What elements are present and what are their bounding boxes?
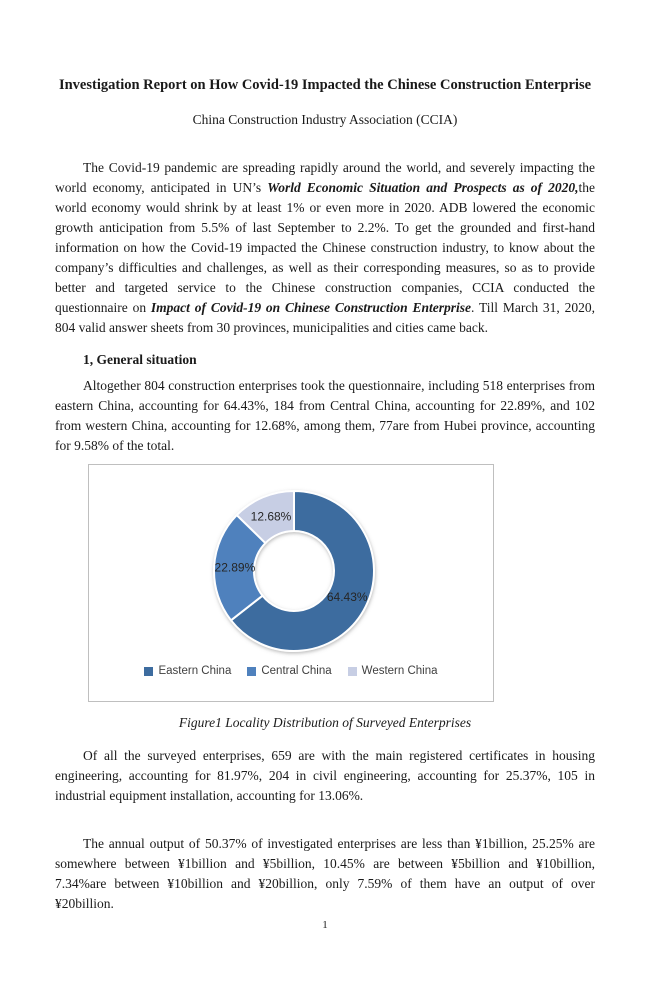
legend-label: Central China [261,665,332,677]
figure-locality-distribution [55,464,595,732]
donut-chart-frame [88,464,494,702]
text-run: Of all the surveyed enterprises, 659 are with the main registered certificates in housing engineering, accounting for 81.97%, 204 in civil engineering, accounting for 25.37%, 105 in industrial equipment installation, accounting for 13.06%. [55,748,595,803]
slice-data-label: 22.89% [214,560,256,575]
legend-label: Western China [361,665,438,677]
legend-item-western-china [348,665,438,677]
chart-legend [144,665,437,677]
legend-label: Eastern China [158,665,232,677]
legend-swatch-icon [144,667,153,676]
section-heading-general-situation: 1, General situation [83,352,197,367]
legend-swatch-icon [348,667,357,676]
slice-data-label: 64.43% [326,589,368,604]
report-title: Investigation Report on How Covid-19 Impacted the Chinese Construction Enterprise [58,77,592,93]
text-run: The Covid-19 pandemic are spreading rapidly around the world, and severely impacting the world economy, anticipated in UN’s [55,160,595,195]
report-subtitle: China Construction Industry Association (CCIA) [192,112,458,127]
legend-item-central-china [247,665,331,677]
paragraph-general-situation [55,376,595,456]
text-run: Impact of Covid-19 on Chinese Construction Enterprise [150,300,472,315]
page-number: 1 [322,919,328,931]
legend-item-eastern-china [144,665,231,677]
donut-chart [89,465,493,661]
text-run: . Till March 31, 2020, 804 valid answer sheets from 30 provinces, municipalities and cities came back. [55,300,596,335]
paragraph-annual-output [55,834,595,914]
paragraph-certificates [55,746,595,806]
legend-swatch-icon [247,667,256,676]
document-page [0,75,650,994]
text-run: The annual output of 50.37% of investigated enterprises are less than ¥1billion, 25.25% are somewhere between ¥1billion and ¥5billion, 10.45% are between ¥5billion and ¥10billion, 7.34%are between ¥10billion and ¥20billion, only 7.59% of them have an output of over ¥20billion. [55,836,595,911]
text-run: World Economic Situation and Prospects as of 2020, [267,180,579,195]
paragraph-intro [55,158,595,338]
text-run: the world economy would shrink by at least 1% or even more in 2020. ADB lowered the economic growth anticipation from 5.5% of last September to 2.2%. To get the grounded and first-hand information on how the Covid-19 impacted the Chinese construction industry, to know about the company’s difficulties and challenges, as well as their corresponding measures, so as to provide better and targeted service to the Chinese construction companies, CCIA conducted the questionnaire on [55,180,596,315]
slice-data-label: 12.68% [250,509,292,524]
figure-caption: Figure1 Locality Distribution of Surveyed Enterprises [178,715,472,730]
text-run: Altogether 804 construction enterprises took the questionnaire, including 518 enterprises from eastern China, accounting for 64.43%, 184 from Central China, accounting for 22.89%, and 102 from western China, accounting for 12.68%, among them, 77are from Hubei province, accounting for 9.58% of the total. [55,378,595,453]
